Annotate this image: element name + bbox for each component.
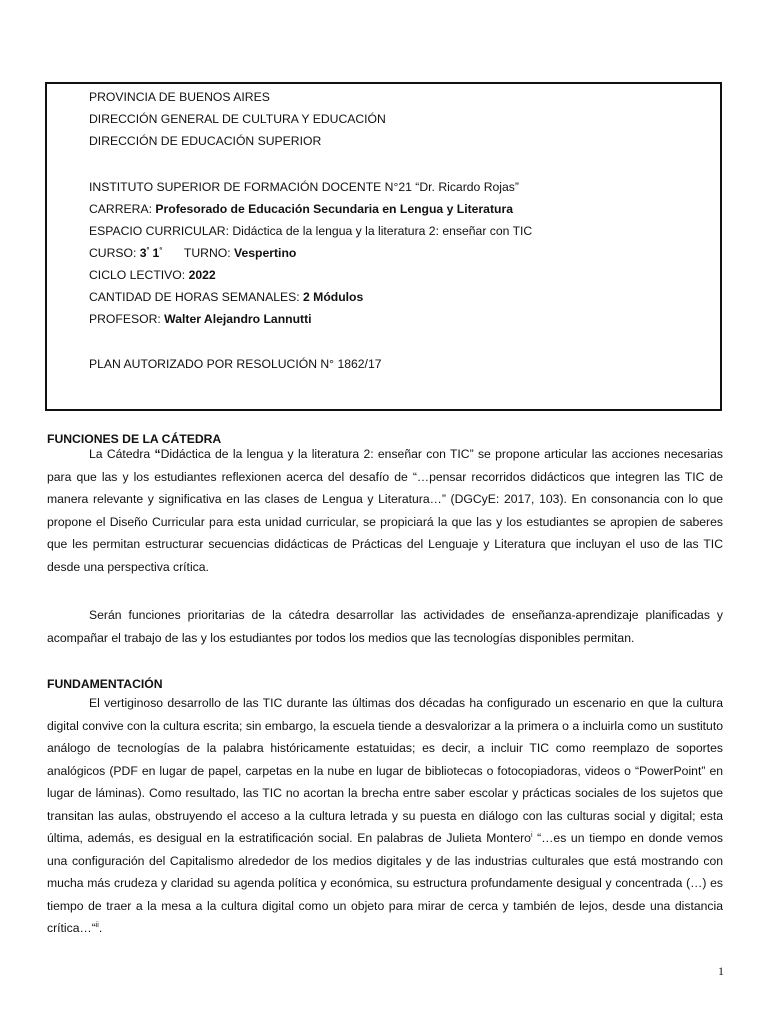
shift-value: Vespertino [234,246,297,260]
page-number: 1 [718,964,724,978]
course-line [89,246,296,260]
professor-label: PROFESOR: [89,312,165,326]
hours-label: CANTIDAD DE HORAS SEMANALES: [89,290,304,304]
higher-education-direction-line: DIRECCIÓN DE EDUCACIÓN SUPERIOR [89,134,322,148]
document-header-box [45,82,722,411]
functions-paragraph-2: Serán funciones prioritarias de la cátedra desarrollar las actividades de enseñanza-aprendizaje planificadas y acompañar el trabajo de las y los estudiantes por todos los medios que las tecnologías disponibles permitan. [47,608,723,645]
career-line [89,202,513,216]
functions-paragraph-1: La Cátedra “Didáctica de la lengua y la literatura 2: enseñar con TIC” se propone articular las acciones necesarias para que las y los estudiantes reflexionen acerca del desafío de “…pensar recorridos didácticos que integren las TIC de manera relevante y significativa en las clases de Lengua y Literatura…” (DGCyE: 2017, 103). En consonancia con lo que propone el Diseño Curricular para esta unidad curricular, se propiciará la que las y los estudiantes se apropien de saberes que les permitan estructurar secuencias didácticas de Prácticas del Lenguaje y Literatura que incluyan el uso de las TIC desde una perspectiva crítica. [47,447,723,574]
career-label: CARRERA: [89,202,156,216]
cycle-label: CICLO LECTIVO: [89,268,189,282]
rationale-paragraph-1: El vertiginoso desarrollo de las TIC durante las últimas dos décadas ha configurado un escenario en que la cultura digital convive con la cultura escrita; sin embargo, la escuela tiende a desvalorizar a la primera o a incluirla como un sustituto análogo de tecnologías de la palabra históricamente estatuidas; es decir, a incluir TIC como reemplazo de soportes analógicos (PDF en lugar de papel, carpetas en la nube en lugar de bibliotecas o fotocopiadoras, videos o “PowerPoint” en lugar de láminas). Como resultado, las TIC no acortan la brecha entre saber escolar y prácticas sociales de los sujetos que transitan las aulas, obstruyendo el acceso a la cultura letrada y su puesta en diálogo con las culturas social y digital; esta última, además, es desigual en la estratificación social. En palabras de Julieta Montero$^i$ “…es un tiempo en donde vemos una configuración del Capitalismo alrededor de los medios digitales y de las industrias culturales que está mostrando con mucha más crudeza y claridad su agenda política y económica, su estructura profundamente desigual y concentrada (…) es tiempo de traer a la mesa a la cultura digital como un objeto para mirar de cerca y también de lejos, desde una distancia crítica…“$^{ii}$. [47,696,724,935]
hours-value: 2 Módulos [303,290,364,304]
institute-line: INSTITUTO SUPERIOR DE FORMACIÓN DOCENTE N°21 “Dr. Ricardo Rojas” [89,180,519,194]
rationale-section-title: FUNDAMENTACIÓN [47,677,163,691]
cycle-line [89,268,216,282]
professor-value: Walter Alejandro Lannutti [164,312,312,326]
functions-section-title: FUNCIONES DE LA CÁTEDRA [47,432,222,446]
endnote-marker-1: i [530,831,533,839]
professor-line [89,312,312,326]
general-direction-line: DIRECCIÓN GENERAL DE CULTURA Y EDUCACIÓN [89,112,386,126]
shift-label: TURNO: [183,246,235,260]
hours-line [89,290,363,304]
career-value: Profesorado de Educación Secundaria en Lengua y Literatura [155,202,513,216]
cycle-value: 2022 [188,268,216,282]
plan-line: PLAN AUTORIZADO POR RESOLUCIÓN N° 1862/17 [89,357,382,371]
endnote-marker-2: ii [95,921,99,929]
course-value: $3^º$ $1^ª$ [139,246,162,260]
province-line: PROVINCIA DE BUENOS AIRES [89,90,270,104]
course-label: CURSO: [89,246,140,260]
subject-line: ESPACIO CURRICULAR: Didáctica de la lengua y la literatura 2: enseñar con TIC [89,224,533,238]
